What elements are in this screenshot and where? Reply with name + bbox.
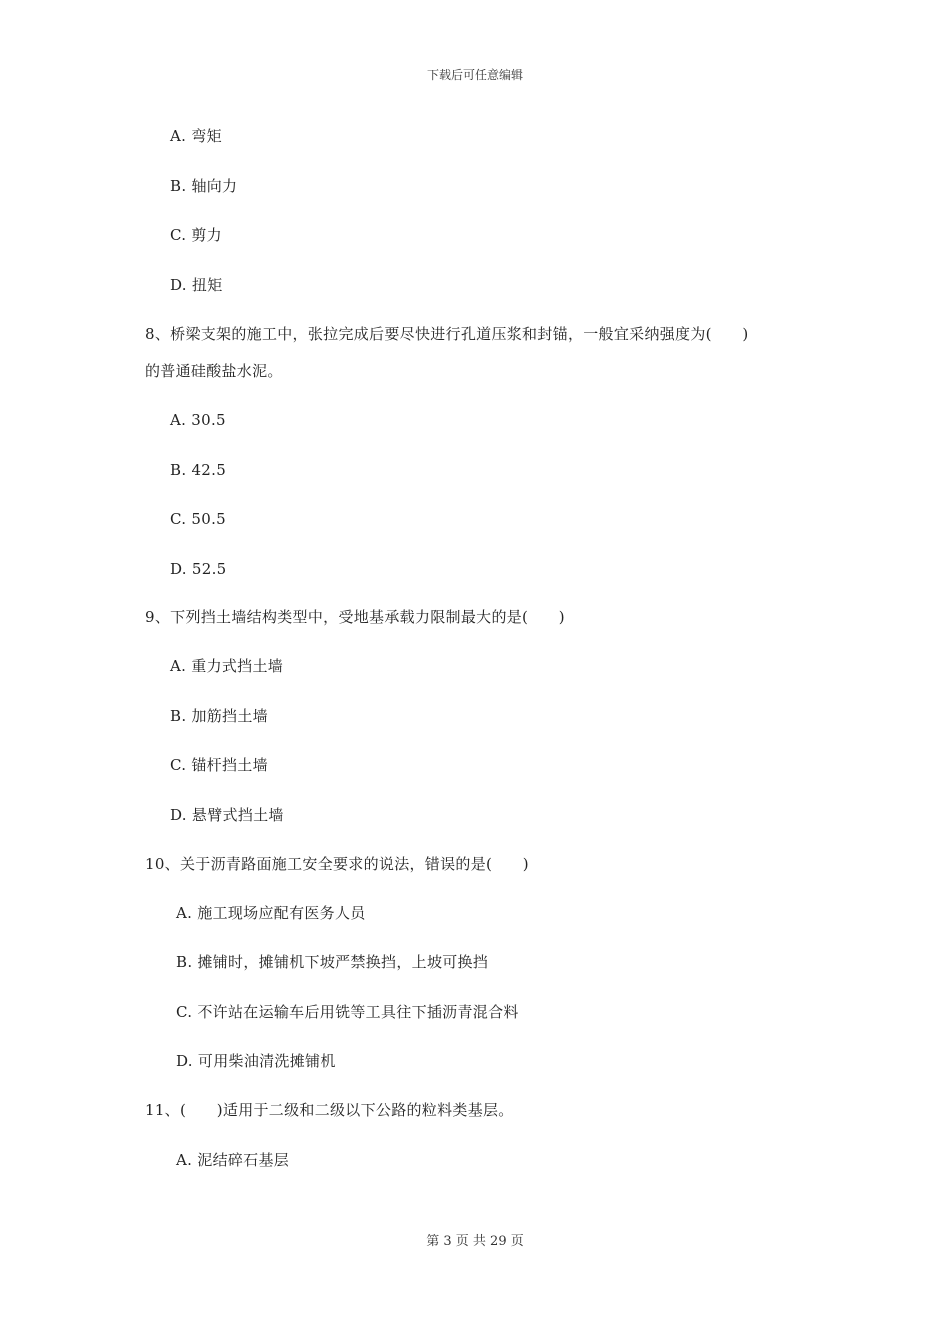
- q8-option-b: B. 42.5: [170, 461, 227, 479]
- q10-option-d: D. 可用柴油清洗摊铺机: [176, 1052, 336, 1070]
- q9-option-c: C. 锚杆挡土墙: [170, 756, 268, 774]
- q9-option-a: A. 重力式挡土墙: [170, 657, 284, 675]
- q10-stem: 10、关于沥青路面施工安全要求的说法，错误的是( ): [145, 855, 529, 873]
- q9-stem: 9、下列挡土墙结构类型中，受地基承载力限制最大的是( ): [145, 608, 565, 626]
- q8-stem-line2: 的普通硅酸盐水泥。: [145, 362, 283, 380]
- q11-stem: 11、( )适用于二级和二级以下公路的粒料类基层。: [145, 1101, 514, 1119]
- q8-option-a: A. 30.5: [170, 411, 226, 429]
- q10-option-b: B. 摊铺时，摊铺机下坡严禁换挡，上坡可换挡: [176, 953, 489, 971]
- q7-option-d: D. 扭矩: [170, 276, 223, 294]
- q11-option-a: A. 泥结碎石基层: [176, 1151, 290, 1169]
- q10-option-c: C. 不许站在运输车后用铣等工具往下插沥青混合料: [176, 1003, 519, 1021]
- page-footer: 第 3 页 共 29 页: [426, 1234, 524, 1249]
- q8-option-c: C. 50.5: [170, 510, 226, 528]
- q10-option-a: A. 施工现场应配有医务人员: [176, 904, 366, 922]
- q7-option-b: B. 轴向力: [170, 177, 238, 195]
- q9-option-d: D. 悬臂式挡土墙: [170, 806, 284, 824]
- q8-stem-line1: 8、桥梁支架的施工中，张拉完成后要尽快进行孔道压浆和封锚，一般宜采纳强度为( ): [145, 325, 749, 343]
- q9-option-b: B. 加筋挡土墙: [170, 707, 268, 725]
- q7-option-c: C. 剪力: [170, 226, 222, 244]
- q8-option-d: D. 52.5: [170, 560, 227, 578]
- page-header: 下载后可任意编辑: [426, 68, 523, 82]
- q7-option-a: A. 弯矩: [170, 127, 222, 145]
